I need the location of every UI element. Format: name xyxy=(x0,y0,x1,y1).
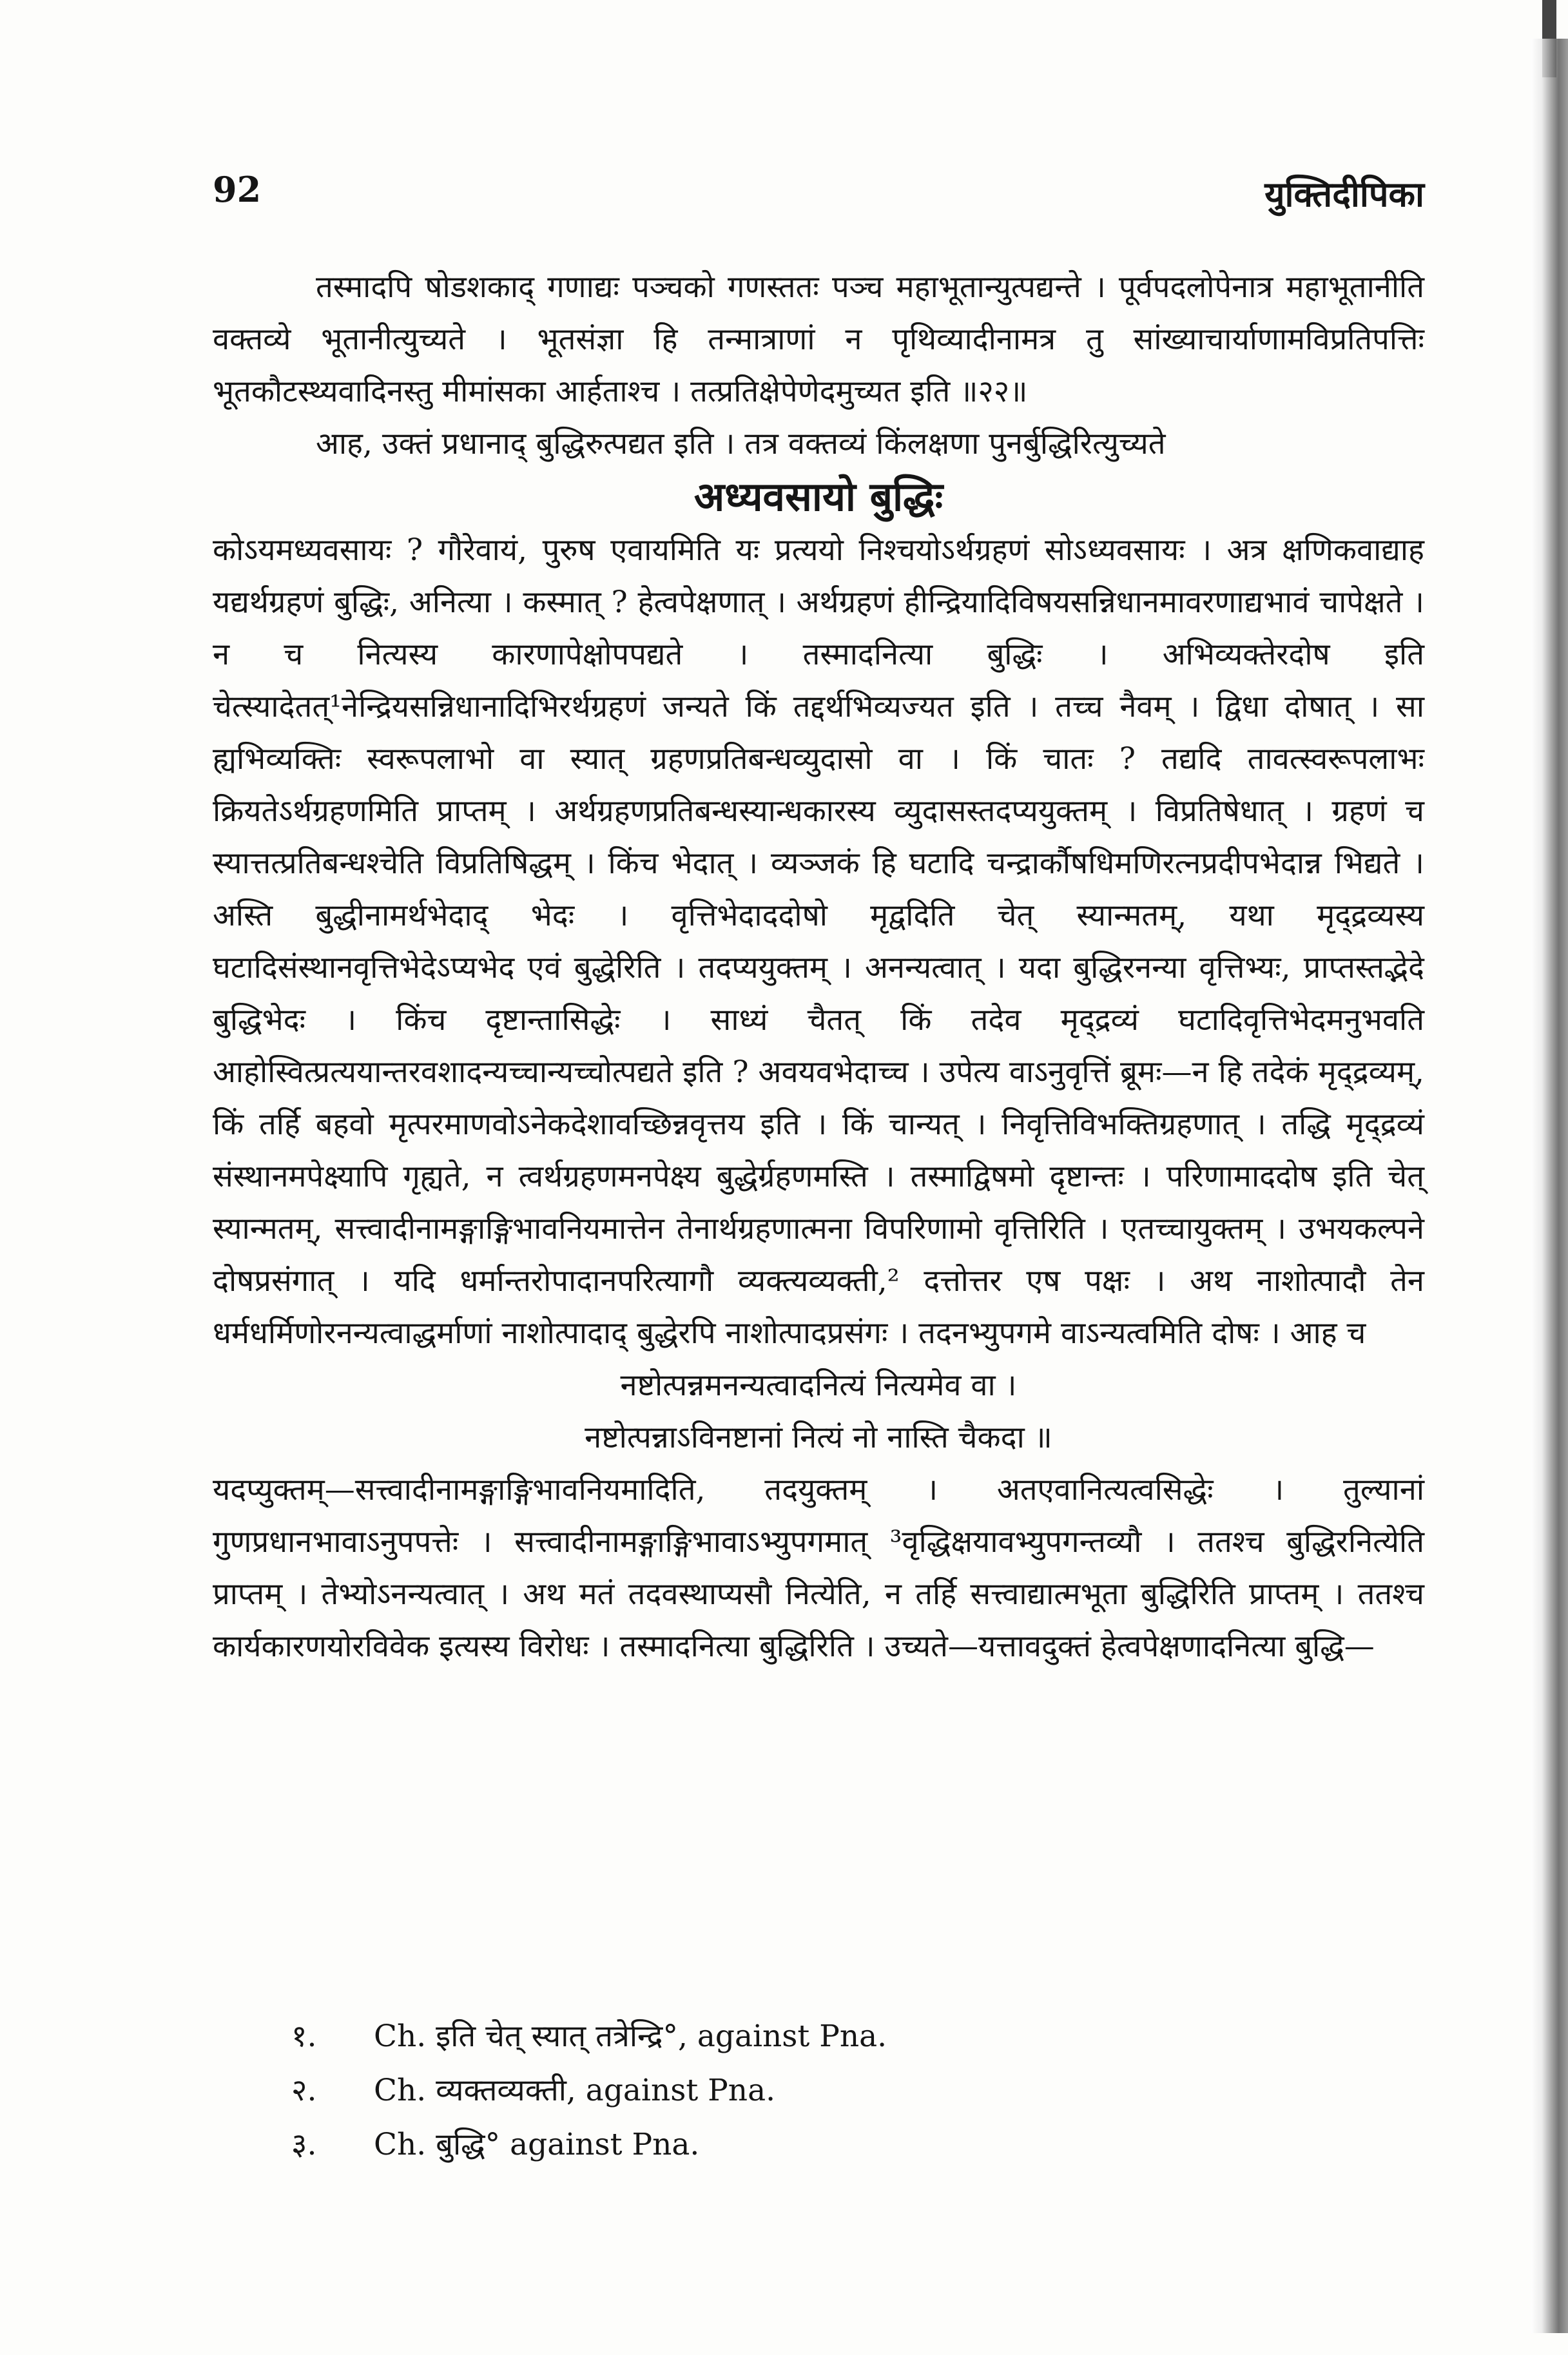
paragraph-1: तस्मादपि षोडशकाद् गणाद्यः पञ्चको गणस्ततः पञ्च महाभूतान्युत्पद्यन्ते । पूर्वपदलोपेनात्र महाभूतानीति वक्तव्ये भूतानीत्युच्यते । भूतसंज्ञा हि तन्मात्राणां न पृथिव्यादीनामत्र तु सांख्याचार्याणामविप्रतिपत्तिः भूतकौटस्थ्यवादिनस्तु मीमांसका आर्हताश्च । तत्प्रतिक्षेपेणेदमुच्यत इति ॥२२॥ xyxy=(213,269,1424,409)
footnote-text: Ch. व्यक्तव्यक्ती, against Pna. xyxy=(374,2073,776,2108)
scan-binding-edge xyxy=(1531,39,1568,2333)
footnote xyxy=(291,2010,1258,2064)
page-header xyxy=(213,169,1424,220)
verse-line-1: नष्टोत्पन्नमनन्यत्वादनित्यं नित्यमेव वा । xyxy=(620,1368,1017,1403)
paragraph-3: कोऽयमध्यवसायः ? गौरेवायं, पुरुष एवायमिति यः प्रत्ययो निश्चयोऽर्थग्रहणं सोऽध्यवसायः । अत्र क्षणिकवाद्याह यद्यर्थग्रहणं बुद्धिः, अनित्या । कस्मात् ? हेत्वपेक्षणात् । अर्थग्रहणं हीन्द्रियादिविषयसन्निधानमावरणाद्यभावं चापेक्षते । न च नित्यस्य कारणापेक्षोपपद्यते । तस्मादनित्या बुद्धिः । अभिव्यक्तेरदोष इति चेत्स्यादेतत्¹नेन्द्रियसन्निधानादिभिरर्थग्रहणं जन्यते किं तद्दर्थभिव्यज्यत इति । तच्च नैवम् । द्विधा दोषात् । सा ह्यभिव्यक्तिः स्वरूपलाभो वा स्यात् ग्रहणप्रतिबन्धव्युदासो वा । किं चातः ? तद्यदि तावत्स्वरूपलाभः क्रियतेऽर्थग्रहणमिति प्राप्तम् । अर्थग्रहणप्रतिबन्धस्यान्धकारस्य व्युदासस्तदप्ययुक्तम् । विप्रतिषेधात् । ग्रहणं च स्यात्तत्प्रतिबन्धश्चेति विप्रतिषिद्धम् । किंच भेदात् । व्यञ्जकं हि घटादि चन्द्रार्कौषधिमणिरत्नप्रदीपभेदान्न भिद्यते । अस्ति बुद्धीनामर्थभेदाद् भेदः । वृत्तिभेदाददोषो मृद्वदिति चेत् स्यान्मतम्, यथा मृद्द्रव्यस्य घटादिसंस्थानवृत्तिभेदेऽप्यभेद एवं बुद्धेरिति । तदप्ययुक्तम् । अनन्यत्वात् । यदा बुद्धिरनन्या वृत्तिभ्यः, प्राप्तस्तद्भेदे बुद्धिभेदः । किंच दृष्टान्तासिद्धेः । साध्यं चैतत् किं तदेव मृद्द्रव्यं घटादिवृत्तिभेदमनुभवति आहोस्वित्प्रत्ययान्तरवशादन्यच्चान्यच्चोत्पद्यते इति ? अवयवभेदाच्च । उपेत्य वाऽनुवृत्तिं ब्रूमः—न हि तदेकं मृद्द्रव्यम्, किं तर्हि बहवो मृत्परमाणवोऽनेकदेशावच्छिन्नवृत्तय इति । किं चान्यत् । निवृत्तिविभक्तिग्रहणात् । तद्धि मृद्द्रव्यं संस्थानमपेक्ष्यापि गृह्यते, न त्वर्थग्रहणमनपेक्ष्य बुद्धेर्ग्रहणमस्ति । तस्माद्विषमो दृष्टान्तः । परिणामाददोष इति चेत् स्यान्मतम्, सत्त्वादीनामङ्गाङ्गिभावनियमात्तेन तेनार्थग्रहणात्मना विपरिणामो वृत्तिरिति । एतच्चायुक्तम् । उभयकल्पने दोषप्रसंगात् । यदि धर्मान्तरोपादानपरित्यागौ व्यक्त्यव्यक्ती,² दत्तोत्तर एष पक्षः । अथ नाशोत्पादौ तेन धर्मधर्मिणोरनन्यत्वाद्धर्माणां नाशोत्पादाद् बुद्धेरपि नाशोत्पादप्रसंगः । तदनभ्युपगमे वाऽन्यत्वमिति दोषः । आह च xyxy=(213,532,1424,1351)
footnote-number: १. xyxy=(291,2019,317,2054)
paragraph-2: आह, उक्तं प्रधानाद् बुद्धिरुत्पद्यत इति । तत्र वक्तव्यं किंलक्षणा पुनर्बुद्धिरित्युच्यते xyxy=(316,426,1166,461)
page-number: 92 xyxy=(213,169,262,210)
footnote xyxy=(291,2064,1258,2118)
footnote-number: ३. xyxy=(291,2127,317,2162)
paragraph-4: यदप्युक्तम्—सत्त्वादीनामङ्गाङ्गिभावनियमादिति, तदयुक्तम् । अतएवानित्यत्वसिद्धेः । तुल्यानां गुणप्रधानभावाऽनुपपत्तेः । सत्त्वादीनामङ्गाङ्गिभावाऽभ्युपगमात् ³वृद्धिक्षयावभ्युपगन्तव्यौ । ततश्च बुद्धिरनित्येति प्राप्तम् । तेभ्योऽनन्यत्वात् । अथ मतं तदवस्थाप्यसौ नित्येति, न तर्हि सत्त्वाद्यात्मभूता बुद्धिरिति प्राप्तम् । ततश्च कार्यकारणयोरविवेक इत्यस्य विरोधः । तस्मादनित्या बुद्धिरिति । उच्यते—यत्तावदुक्तं हेत्वपेक्षणादनित्या बुद्धि— xyxy=(213,1472,1424,1664)
running-title: युक्तिदीपिका xyxy=(1264,173,1424,215)
footnote-text: Ch. इति चेत् स्यात् तत्रेन्द्रि°, against Pna. xyxy=(374,2019,887,2054)
section-heading: अध्यवसायो बुद्धिः xyxy=(693,473,944,520)
verse-line-2: नष्टोत्पन्नाऽविनष्टानां नित्यं नो नास्ति चैकदा ॥ xyxy=(585,1420,1052,1455)
footnotes xyxy=(291,2010,1258,2172)
footnote-number: २. xyxy=(291,2073,317,2108)
footnote xyxy=(291,2118,1258,2172)
footnote-text: Ch. बुद्धि° against Pna. xyxy=(374,2127,700,2162)
main-text xyxy=(213,261,1424,1672)
